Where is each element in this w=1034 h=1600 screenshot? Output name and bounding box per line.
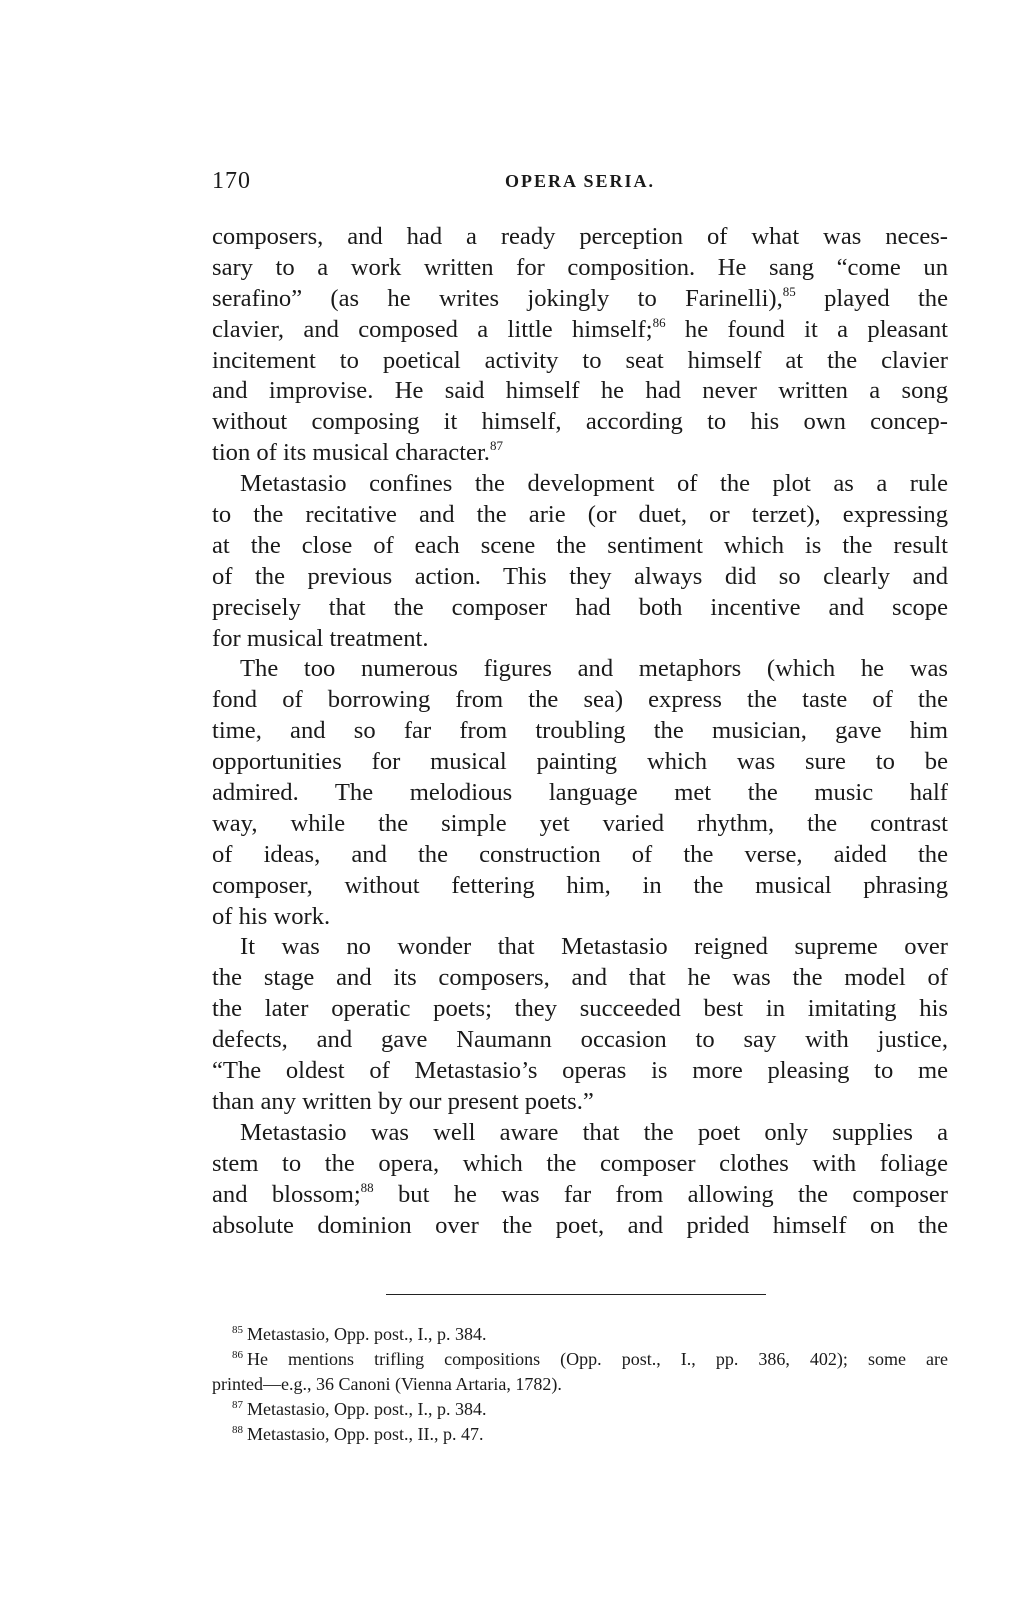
footnote-rule: [386, 1294, 766, 1295]
text-line: absolute dominion over the poet, and prided himself on the: [212, 1211, 948, 1239]
text-line: serafino” (as he writes jokingly to Farinelli),$^{85}$ played the: [212, 283, 948, 312]
text-line: composers, and had a ready perception of what was neces-: [212, 223, 948, 250]
footnote-ref[interactable]: 88: [360, 1179, 374, 1195]
text-line: way, while the simple yet varied rhythm, the contrast: [212, 809, 948, 837]
body-text: [212, 222, 948, 1241]
text-line: the stage and its composers, and that he was the model of: [212, 964, 948, 992]
footnote: $^{87}$ Metastasio, Opp. post., I., p. 384.: [232, 1399, 487, 1419]
text-line: and blossom;$^{88}$ but he was far from allowing the composer: [212, 1179, 948, 1208]
text-line: defects, and gave Naumann occasion to say with justice,: [212, 1026, 948, 1054]
text-line: The too numerous figures and metaphors (which he was: [240, 655, 948, 683]
text-line: tion of its musical character.$^{87}$: [212, 438, 503, 467]
footnote-mark: 87: [232, 1399, 243, 1411]
page-number: 170: [212, 168, 251, 194]
text-line: to the recitative and the arie (or duet, or terzet), expressing: [212, 501, 948, 529]
footnote-mark: 85: [232, 1324, 243, 1336]
text-line: composer, without fettering him, in the musical phrasing: [212, 871, 948, 899]
footnote: printed—e.g., 36 Canoni (Vienna Artaria, 1782).: [212, 1374, 562, 1394]
footnote-mark: 86: [232, 1349, 243, 1361]
text-line: the later operatic poets; they succeeded best in imitating his: [212, 995, 948, 1023]
text-line: of ideas, and the construction of the verse, aided the: [212, 840, 948, 868]
text-line: fond of borrowing from the sea) express the taste of the: [212, 686, 948, 714]
footnote-mark: 88: [232, 1424, 243, 1436]
footnote-ref[interactable]: 87: [489, 438, 503, 454]
footnotes: [212, 1322, 948, 1447]
footnote-ref[interactable]: 85: [782, 283, 796, 299]
text-line: clavier, and composed a little himself;$^{86}$ he found it a pleasant: [212, 314, 949, 343]
text-line: “The oldest of Metastasio’s operas is more pleasing to me: [212, 1057, 948, 1085]
footnote: $^{88}$ Metastasio, Opp. post., II., p. 47.: [232, 1424, 484, 1444]
text-line: without composing it himself, according to his own concep-: [212, 408, 948, 436]
footnote: $^{86}$ He mentions trifling compositions (Opp. post., I., pp. 386, 402); some are: [232, 1349, 948, 1369]
text-line: time, and so far from troubling the musician, gave him: [212, 717, 948, 745]
text-line: It was no wonder that Metastasio reigned supreme over: [240, 933, 948, 961]
text-line: of his work.: [212, 902, 331, 930]
text-line: sary to a work written for composition. He sang “come un: [212, 253, 948, 281]
text-line: incitement to poetical activity to seat himself at the clavier: [212, 346, 948, 374]
text-line: and improvise. He said himself he had never written a song: [212, 377, 948, 405]
text-line: than any written by our present poets.”: [212, 1087, 594, 1115]
text-line: at the close of each scene the sentiment which is the result: [212, 531, 948, 559]
footnote-ref[interactable]: 86: [652, 314, 666, 330]
text-line: opportunities for musical painting which was sure to be: [212, 748, 948, 776]
text-line: for musical treatment.: [212, 624, 429, 652]
text-line: Metastasio confines the development of the plot as a rule: [240, 470, 948, 498]
text-line: precisely that the composer had both incentive and scope: [212, 593, 948, 621]
running-title: OPERA SERIA.: [504, 171, 656, 191]
text-line: of the previous action. This they always did so clearly and: [212, 562, 948, 590]
footnote: $^{85}$ Metastasio, Opp. post., I., p. 384.: [232, 1324, 487, 1344]
text-line: Metastasio was well aware that the poet only supplies a: [240, 1118, 948, 1146]
page-header: [212, 168, 948, 198]
text-line: admired. The melodious language met the music half: [212, 779, 948, 807]
text-line: stem to the opera, which the composer clothes with foliage: [212, 1149, 948, 1177]
